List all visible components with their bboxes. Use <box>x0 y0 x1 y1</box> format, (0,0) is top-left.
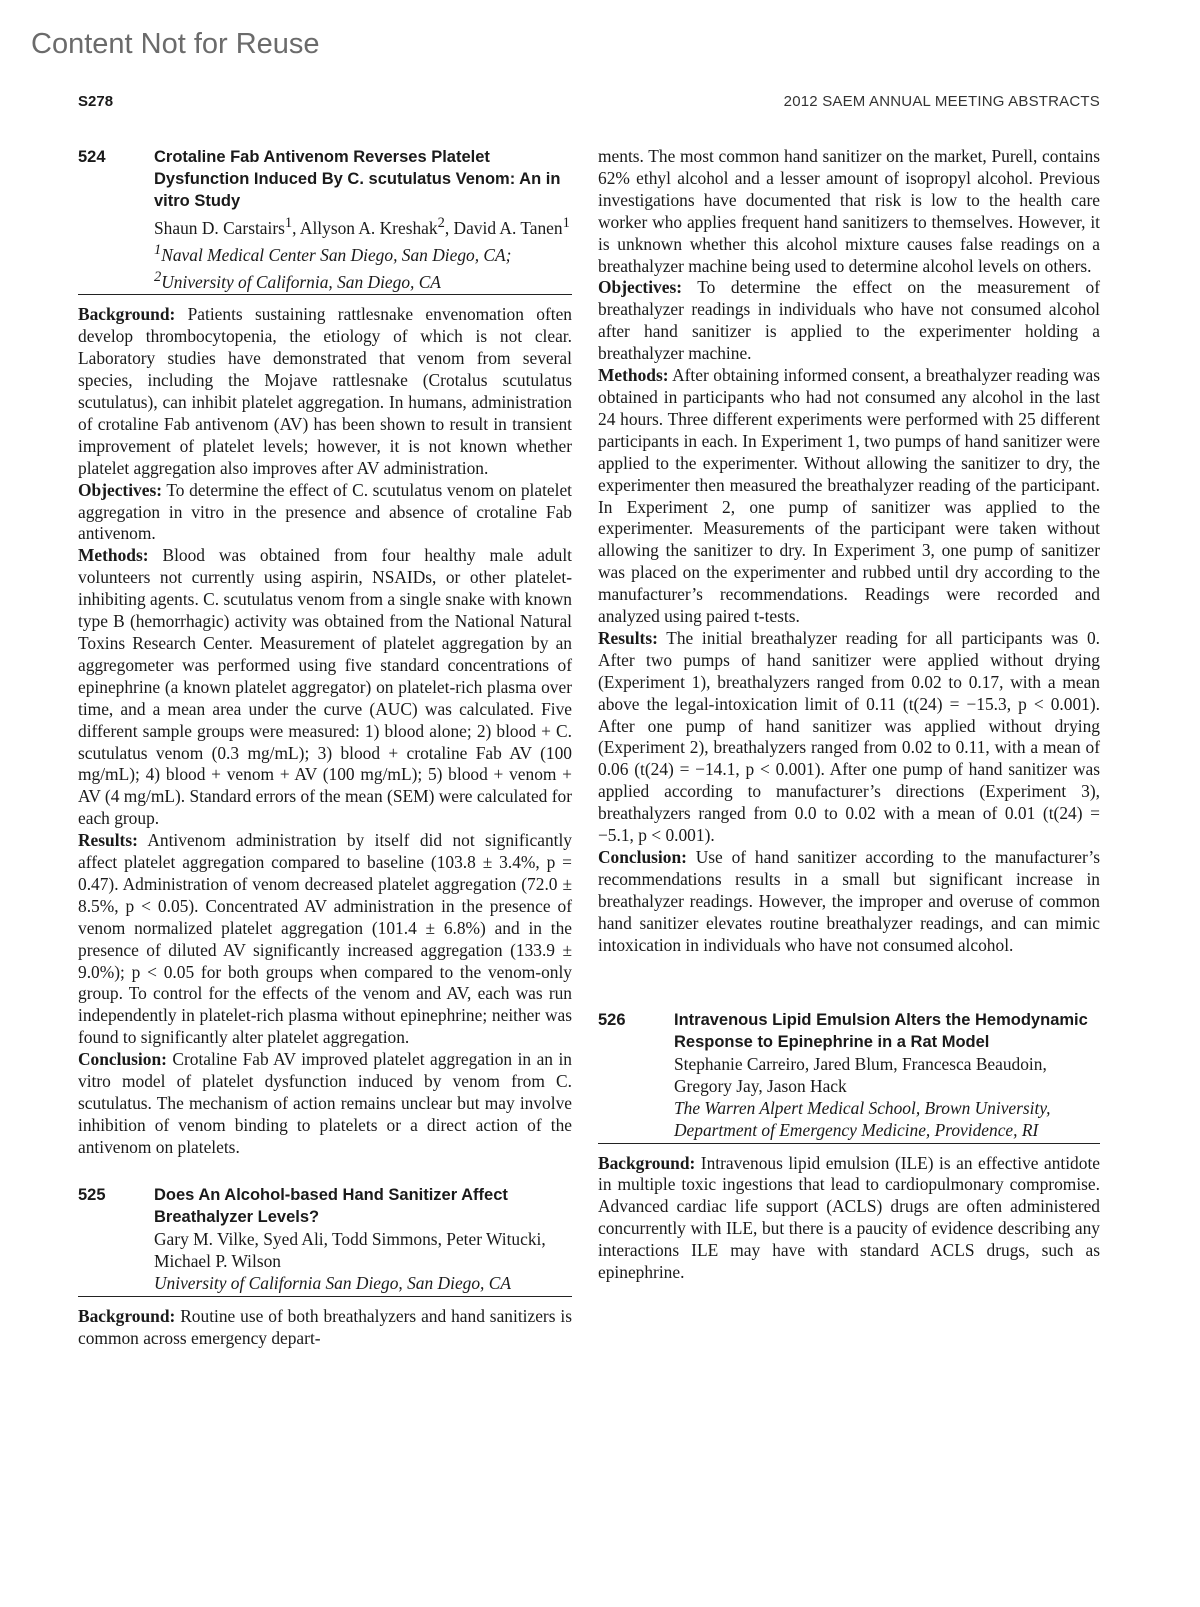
section-text: To determine the effect on the measurement of breathalyzer readings in individuals who have not consumed alcohol after hand sanitizer is applied to the experimenter holding a breathalyzer machine. <box>598 277 1100 364</box>
section-methods <box>598 365 1100 628</box>
section-text: Routine use of both breathalyzers and hand sanitizers is common across emergency depart- <box>78 1305 572 1348</box>
section-methods <box>78 545 572 830</box>
page-number: S278 <box>78 93 114 110</box>
section-label: Objectives: <box>78 479 163 500</box>
section-label: Results: <box>598 627 658 648</box>
affiliation-superscript: 2 <box>154 268 162 285</box>
abstract-affiliation <box>154 239 572 293</box>
section-label: Background: <box>78 304 176 325</box>
abstract-header <box>78 1184 572 1294</box>
section-background <box>598 1153 1100 1284</box>
author-separator: , <box>444 217 454 238</box>
section-results <box>598 628 1100 847</box>
section-label: Objectives: <box>598 277 683 298</box>
abstract-header <box>598 1009 1100 1141</box>
section-text: To determine the effect of C. scutulatus venom on platelet aggregation in vitro in the presence and absence of crotaline Fab antivenom. <box>78 479 572 544</box>
abstract-affiliation: University of California San Diego, San Diego, CA <box>154 1272 511 1293</box>
author-name: Shaun D. Carstairs <box>154 217 285 238</box>
section-label: Methods: <box>598 365 669 386</box>
section-text: Patients sustaining rattlesnake envenomation often develop thrombocytopenia, the etiology of which is not clear. Laboratory studies have demonstrated that venom from several species, including the Mojave rattlesnake (Crotalus scutulatus scutulatus), can inhibit platelet aggregation. In humans, administration of crotaline Fab antivenom (AV) has been shown to result in transient improvement of platelet levels; however, it is not known whether platelet aggregation also improves after AV administration. <box>78 304 572 478</box>
abstract-divider <box>598 1143 1100 1144</box>
section-results <box>78 830 572 1049</box>
abstract-header <box>78 146 572 292</box>
abstract-number: 525 <box>78 1185 106 1204</box>
section-text: The initial breathalyzer reading for all participants was 0. After two pumps of hand sanitizer were applied without drying (Experiment 1), breathalyzers ranged from 0.02 to 0.17, with a mean above the legal-intoxication limit of 0.11 (t(24) = −15.3, p < 0.001). After one pump of hand sanitizer was applied without drying (Experiment 2), breathalyzers ranged from 0.02 to 0.11, with a mean of 0.06 (t(24) = −14.1, p < 0.001). After one pump of hand sanitizer was applied according to manufacturer’s directions (Experiment 3), breathalyzers ranged from 0.0 to 0.02 with a mean of 0.01 (t(24) = −5.1, p < 0.001). <box>598 627 1100 846</box>
section-label: Background: <box>598 1152 696 1173</box>
abstract-affiliation: The Warren Alpert Medical School, Brown University, Department of Emergency Medicine, Providence, RI <box>674 1097 1051 1140</box>
abstract-title: Crotaline Fab Antivenom Reverses Platelet Dysfunction Induced By C. scutulatus Venom: An in vitro Study <box>154 148 561 210</box>
watermark: Content Not for Reuse <box>31 28 320 60</box>
journal-title: 2012 SAEM ANNUAL MEETING ABSTRACTS <box>783 93 1100 110</box>
abstract-divider <box>78 294 572 295</box>
abstract-divider <box>78 1296 572 1297</box>
section-text: Antivenom administration by itself did not significantly affect platelet aggregation compared to baseline (103.8 ± 3.4%, p = 0.47). Administration of venom decreased platelet aggregation (72.0 ± 8.5%, p < 0.05). Concentrated AV administration in the presence of venom normalized platelet aggregation (101.4 ± 6.8%) and in the presence of diluted AV significantly increased aggregation (133.9 ± 9.0%); p < 0.05 for both groups when compared to the venom-only group. To control for the effects of the venom and AV, each was run independently in platelet-rich plasma without epinephrine; neither was found to significantly alter platelet aggregation. <box>78 830 572 1048</box>
affiliation-text: University of California, San Diego, CA <box>161 271 441 292</box>
section-background <box>78 304 572 479</box>
affiliation-text: Naval Medical Center San Diego, San Diego, CA; <box>161 244 512 265</box>
section-text: Crotaline Fab AV improved platelet aggregation in an in vitro model of platelet dysfunction induced by venom from C. scutulatus. The mechanism of action remains unclear but may involve inhibition of venom binding to platelets or a direct action of the antivenom on platelets. <box>78 1049 572 1157</box>
section-text: Blood was obtained from four healthy male adult volunteers not currently using aspirin, NSAIDs, or other platelet-inhibiting agents. C. scutulatus venom from a single snake with known type B (hemorrhagic) activity was obtained from the National Natural Toxins Research Center. Measurement of platelet aggregation by an aggregometer was performed using five standard concentrations of epinephrine (a known platelet aggregator) on platelet-rich plasma over time, and a mean area under the curve (AUC) was calculated. Five different sample groups were measured: 1) blood alone; 2) blood + C. scutulatus venom (0.3 mg/mL); 3) blood + crotaline Fab AV (100 mg/mL); 4) blood + venom + AV (100 mg/mL); 5) blood + venom + AV (4 mg/mL). Standard errors of the mean (SEM) were calculated for each group. <box>78 545 572 829</box>
author-name: Allyson A. Kreshak <box>299 217 438 238</box>
section-objectives <box>78 480 572 546</box>
abstract-title: Does An Alcohol-based Hand Sanitizer Affect Breathalyzer Levels? <box>154 1185 508 1226</box>
abstract-authors: Stephanie Carreiro, Jared Blum, Francesca Beaudoin, Gregory Jay, Jason Hack <box>674 1053 1047 1096</box>
right-column <box>598 146 1100 1284</box>
abstract-number: 524 <box>78 148 106 166</box>
author-superscript: 1 <box>562 215 570 231</box>
section-background <box>78 1306 572 1350</box>
section-label: Conclusion: <box>598 847 687 867</box>
author-superscript: 1 <box>284 215 293 231</box>
section-text: ments. The most common hand sanitizer on the market, Purell, contains 62% ethyl alcohol and a lesser amount of isopropyl alcohol. Previous investigations have documented that risk is low to the health care worker who applies frequent hand sanitizers to themselves. However, it is unknown whether this alcohol mixture causes false readings on a breathalyzer machine being used to determine alcohol levels on others. <box>598 146 1100 276</box>
section-text: Intravenous lipid emulsion (ILE) is an effective antidote in multiple toxic ingestions that lead to cardiopulmonary compromise. Advanced cardiac life support (ACLS) drugs are often administered concurrently with ILE, but there is a paucity of evidence describing any interactions ILE may have with standard ACLS drugs, such as epinephrine. <box>598 1152 1100 1283</box>
section-label: Methods: <box>78 545 149 566</box>
affiliation-superscript: 1 <box>154 241 162 258</box>
section-conclusion <box>598 847 1100 957</box>
section-background-continued <box>598 146 1100 277</box>
section-label: Conclusion: <box>78 1049 167 1070</box>
section-text: Use of hand sanitizer according to the manufacturer’s recommendations results in a small but significant increase in breathalyzer readings. However, the improper and overuse of common hand sanitizer elevates routine breathalyzer readings, and can mimic intoxication in individuals who have not consumed alcohol. <box>598 847 1100 955</box>
section-label: Results: <box>78 830 138 851</box>
left-column <box>78 146 572 1350</box>
author-separator: , <box>292 217 300 238</box>
abstract-authors <box>154 212 572 239</box>
abstract-526 <box>598 1009 1100 1284</box>
abstract-title: Intravenous Lipid Emulsion Alters the Hemodynamic Response to Epinephrine in a Rat Model <box>674 1010 1088 1051</box>
author-name: David A. Tanen <box>453 217 563 238</box>
abstract-number: 526 <box>598 1010 626 1029</box>
section-label: Background: <box>78 1305 176 1326</box>
section-objectives <box>598 277 1100 365</box>
section-conclusion <box>78 1049 572 1159</box>
author-superscript: 2 <box>437 215 445 231</box>
abstract-524 <box>78 146 572 1159</box>
section-text: After obtaining informed consent, a breathalyzer reading was obtained in participants who had not consumed any alcohol in the last 24 hours. Three different experiments were performed with 25 different participants in each. In Experiment 1, two pumps of hand sanitizer were applied to the experimenter. Without allowing the sanitizer to dry, the experimenter then measured the breathalyzer reading of the participant. In Experiment 2, one pump of sanitizer was applied to the experimenter. Measurements of the participant were taken without allowing the sanitizer to dry. In Experiment 3, one pump of sanitizer was placed on the experimenter and rubbed until dry according to the manufacturer’s recommendations. Readings were recorded and analyzed using paired t-tests. <box>598 365 1100 627</box>
abstract-525 <box>78 1184 572 1350</box>
abstract-authors: Gary M. Vilke, Syed Ali, Todd Simmons, Peter Witucki, Michael P. Wilson <box>154 1228 546 1271</box>
